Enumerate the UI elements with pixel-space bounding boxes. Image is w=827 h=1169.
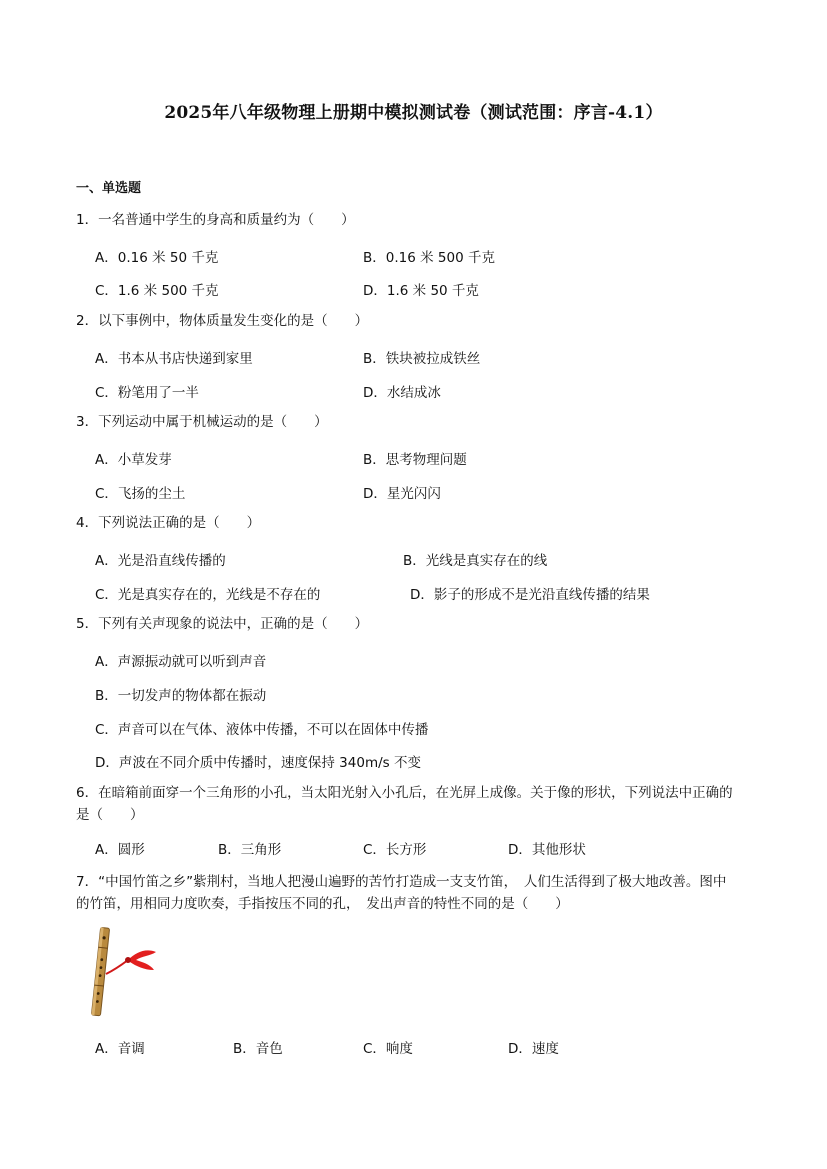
q2-option-b[interactable]: B．铁块被拉成铁丝 bbox=[363, 351, 481, 367]
q7-option-c[interactable]: C．响度 bbox=[363, 1041, 413, 1057]
page-title: 2025年八年级物理上册期中模拟测试卷（测试范围：序言-4.1） bbox=[164, 103, 663, 123]
q5-option-d[interactable]: D．声波在不同介质中传播时，速度保持 340m/s 不变 bbox=[95, 755, 421, 771]
q4-option-b[interactable]: B．光线是真实存在的线 bbox=[403, 553, 548, 569]
q2-option-c[interactable]: C．粉笔用了一半 bbox=[95, 385, 199, 401]
question-6-stem: 6．在暗箱前面穿一个三角形的小孔，当太阳光射入小孔后，在光屏上成像。关于像的形状，下列说法中正确的是（ ） bbox=[76, 785, 733, 823]
q6-option-c[interactable]: C．长方形 bbox=[363, 842, 427, 858]
q3-option-d[interactable]: D．星光闪闪 bbox=[363, 486, 441, 502]
q1-option-c[interactable]: C．1.6 米 500 千克 bbox=[95, 283, 219, 299]
q1-option-b[interactable]: B．0.16 米 500 千克 bbox=[363, 250, 495, 266]
q4-option-a[interactable]: A．光是沿直线传播的 bbox=[95, 553, 226, 569]
q5-option-c[interactable]: C．声音可以在气体、液体中传播，不可以在固体中传播 bbox=[95, 722, 429, 738]
q5-option-b[interactable]: B．一切发声的物体都在振动 bbox=[95, 688, 267, 704]
q3-option-b[interactable]: B．思考物理问题 bbox=[363, 452, 467, 468]
q4-option-d[interactable]: D．影子的形成不是光沿直线传播的结果 bbox=[410, 587, 650, 603]
q7-option-b[interactable]: B．音色 bbox=[233, 1041, 283, 1057]
q7-option-a[interactable]: A．音调 bbox=[95, 1041, 145, 1057]
question-1-stem: 1．一名普通中学生的身高和质量约为（ ） bbox=[76, 212, 355, 228]
q6-option-a[interactable]: A．圆形 bbox=[95, 842, 145, 858]
q2-option-a[interactable]: A．书本从书店快递到家里 bbox=[95, 351, 253, 367]
q1-option-d[interactable]: D．1.6 米 50 千克 bbox=[363, 283, 479, 299]
question-2-stem: 2．以下事例中，物体质量发生变化的是（ ） bbox=[76, 313, 369, 329]
q6-option-b[interactable]: B．三角形 bbox=[218, 842, 282, 858]
section-heading: 一、单选题 bbox=[76, 181, 142, 196]
question-5-stem: 5．下列有关声现象的说法中，正确的是（ ） bbox=[76, 616, 369, 632]
q5-option-a[interactable]: A．声源振动就可以听到声音 bbox=[95, 654, 267, 670]
question-4-stem: 4．下列说法正确的是（ ） bbox=[76, 515, 261, 531]
q3-option-c[interactable]: C．飞扬的尘土 bbox=[95, 486, 186, 502]
q2-option-d[interactable]: D．水结成冰 bbox=[363, 385, 441, 401]
question-7-stem: 7．“中国竹笛之乡”紫荆村，当地人把漫山遍野的苦竹打造成一支支竹笛， 人们生活得到了极大地改善。图中的竹笛，用相同力度吹奏，手指按压不同的孔， 发出声音的特性不同的是（ ） bbox=[76, 874, 727, 912]
q4-option-c[interactable]: C．光是真实存在的，光线是不存在的 bbox=[95, 587, 321, 603]
q6-option-d[interactable]: D．其他形状 bbox=[508, 842, 586, 858]
bamboo-flute-icon bbox=[84, 926, 164, 1018]
q3-option-a[interactable]: A．小草发芽 bbox=[95, 452, 172, 468]
q7-option-d[interactable]: D．速度 bbox=[508, 1041, 559, 1057]
question-3-stem: 3．下列运动中属于机械运动的是（ ） bbox=[76, 414, 328, 430]
q1-option-a[interactable]: A．0.16 米 50 千克 bbox=[95, 250, 219, 266]
